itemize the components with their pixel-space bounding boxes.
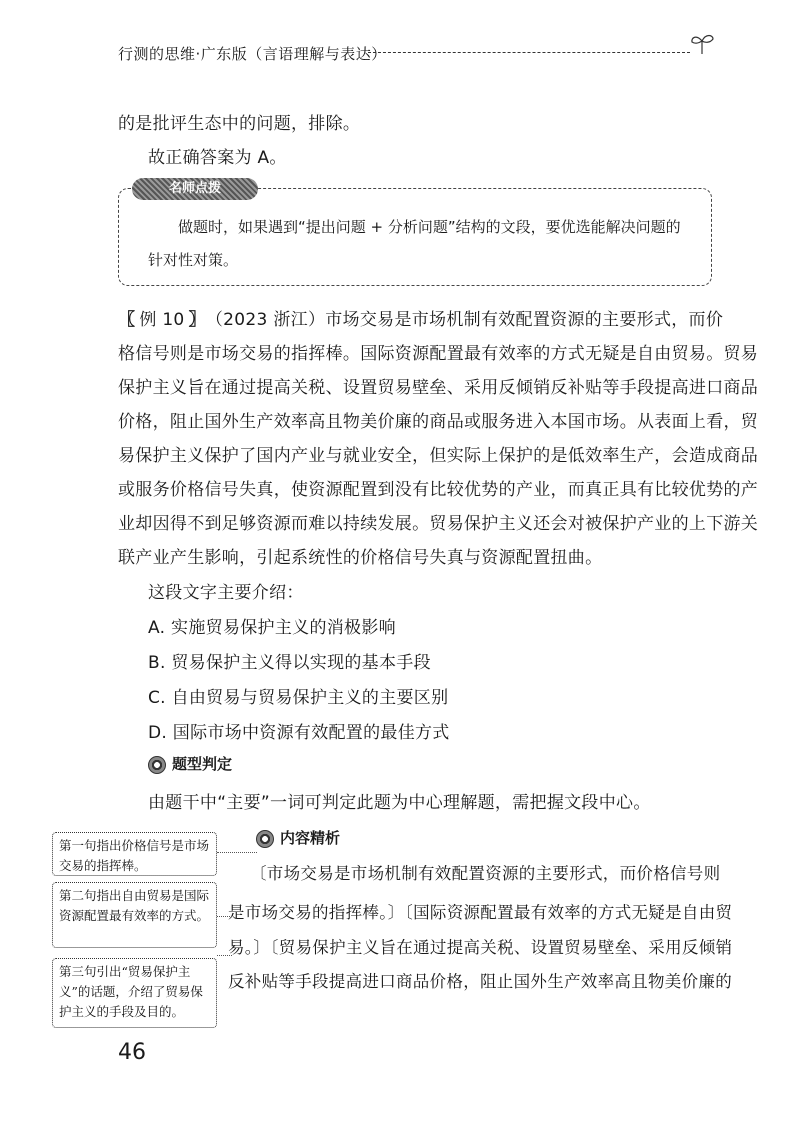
- tip-line-1: 做题时，如果遇到“提出问题 + 分析问题”结构的文段，要优选能解决问题的: [178, 218, 681, 236]
- option-d: D. 国际市场中资源有效配置的最佳方式: [148, 723, 450, 743]
- page-number: 46: [118, 1040, 146, 1065]
- type-section-label: 题型判定: [172, 755, 233, 773]
- note-connector: [217, 852, 257, 853]
- option-c: C. 自由贸易与贸易保护主义的主要区别: [148, 688, 449, 708]
- example-line: 业却因得不到足够资源而难以持续发展。贸易保护主义还会对被保护产业的上下游关: [118, 514, 759, 534]
- note-connector: [217, 916, 232, 917]
- margin-note-3: 第三句引出“贸易保护主义”的话题，介绍了贸易保护主义的手段及目的。: [52, 958, 217, 1028]
- example-line: 联产业产生影响，引起系统性的价格信号失真与资源配置扭曲。: [118, 548, 603, 568]
- example-line: 或服务价格信号失真，使资源配置到没有比较优势的产业，而真正具有比较优势的产: [118, 480, 759, 500]
- analysis-line: 易。〕〔贸易保护主义旨在通过提高关税、设置贸易壁垒、采用反倾销: [228, 938, 733, 957]
- note-connector: [217, 955, 232, 956]
- tip-badge: 名师点拨: [132, 178, 258, 200]
- option-a: A. 实施贸易保护主义的消极影响: [148, 618, 396, 638]
- type-section-text: 由题干中“主要”一词可判定此题为中心理解题，需把握文段中心。: [148, 793, 651, 813]
- example-tag: 例 10: [139, 310, 185, 330]
- tip-box: [118, 188, 712, 286]
- example-line: 易保护主义保护了国内产业与就业安全，但实际上保护的是低效率生产，会造成商品: [118, 446, 759, 466]
- sprout-icon: [688, 30, 716, 56]
- analysis-line: 反补贴等手段提高进口商品价格，阻止国外生产效率高且物美价廉的: [228, 972, 732, 991]
- example-line: 保护主义旨在通过提高关税、设置贸易壁垒、采用反倾销反补贴等手段提高进口商品: [118, 378, 759, 398]
- analysis-line: 是市场交易的指挥棒。〕〔国际资源配置最有效率的方式无疑是自由贸: [228, 903, 733, 922]
- intro-line-1: 的是批评生态中的问题，排除。: [118, 114, 361, 134]
- example-line: 价格，阻止国外生产效率高且物美价廉的商品或服务进入本国市场。从表面上看，贸: [118, 412, 759, 432]
- header-divider: [368, 52, 690, 53]
- section-gear-icon: [148, 756, 166, 774]
- example-first-line: [118, 305, 723, 330]
- intro-line-2: 故正确答案为 A。: [148, 148, 287, 168]
- example-bracket-left: 〖: [118, 310, 136, 330]
- margin-note-2: 第二句指出自由贸易是国际资源配置最有效率的方式。: [52, 882, 217, 948]
- running-header-title: 行测的思维·广东版（言语理解与表达）: [118, 45, 387, 63]
- margin-note-1: 第一句指出价格信号是市场交易的指挥棒。: [52, 832, 217, 876]
- example-line: （2023 浙江）市场交易是市场机制有效配置资源的主要形式，而价: [205, 310, 724, 330]
- tip-line-2: 针对性对策。: [148, 251, 239, 269]
- analysis-section-label: 内容精析: [280, 829, 341, 847]
- option-b: B. 贸易保护主义得以实现的基本手段: [148, 653, 431, 673]
- example-line: 格信号则是市场交易的指挥棒。国际资源配置最有效率的方式无疑是自由贸易。贸易: [118, 344, 759, 364]
- section-gear-icon: [256, 830, 274, 848]
- question-stem: 这段文字主要介绍：: [148, 583, 304, 603]
- analysis-line: 〔市场交易是市场机制有效配置资源的主要形式，而价格信号则: [250, 864, 721, 883]
- example-bracket-right: 〗: [188, 310, 206, 330]
